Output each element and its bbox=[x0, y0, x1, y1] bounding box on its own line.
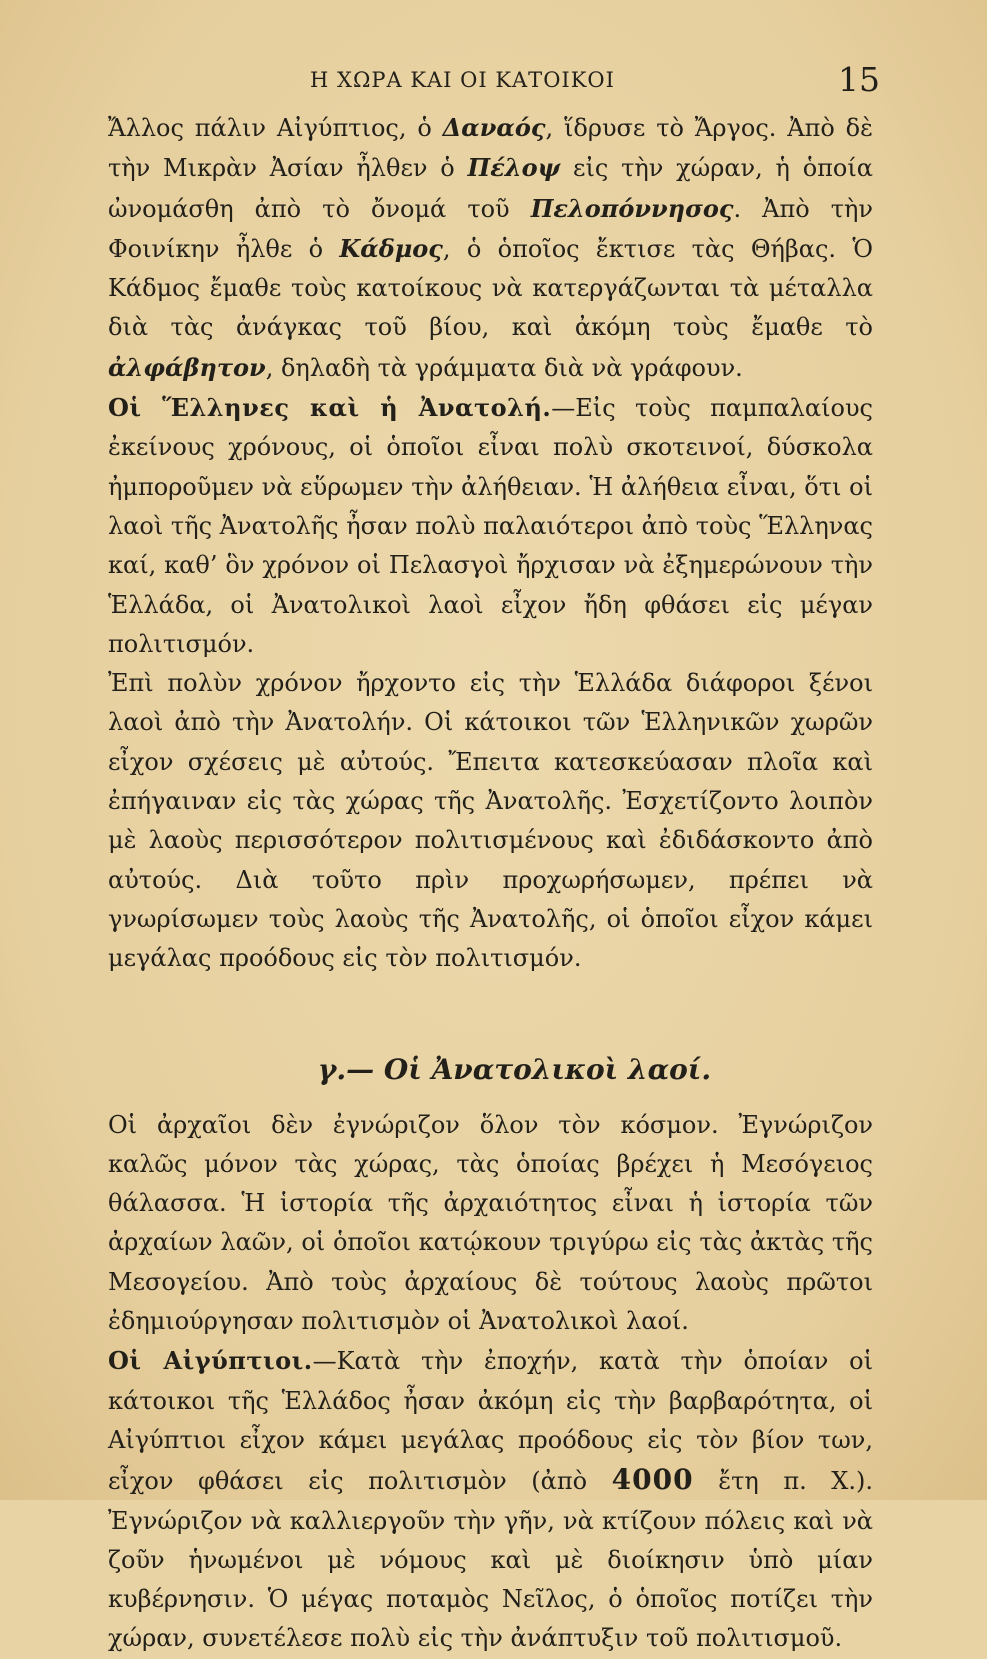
runin-heading: Οἱ Αἰγύπτιοι. bbox=[108, 1346, 313, 1376]
text-run: . Ἀπὸ τὴν Φοινίκην ἦλθε ὁ bbox=[108, 194, 874, 263]
paragraph-egyptians bbox=[108, 1341, 873, 1658]
running-head bbox=[0, 60, 987, 100]
paragraph-ancients bbox=[108, 1106, 873, 1342]
name-pelops: Πέλοψ bbox=[467, 153, 561, 183]
text-run: ἔτη π. Χ.). Ἐγνώριζον νὰ καλλιεργοῦν τὴν γῆν, νὰ κτίζουν πόλεις καὶ νὰ ζοῦν ἡνωμένοι μὲ νόμους καὶ μὲ διοίκησιν ὑπὸ μίαν κυβέρνησιν. Ὁ μέγας ποταμὸς Νεῖλος, ὁ ὁποῖος ποτίζει τὴν χώραν, συνετέλεσε πολὺ εἰς τὴν ἀνάπτυξιν τοῦ πολιτισμοῦ. bbox=[108, 1467, 874, 1653]
page-number: 15 bbox=[838, 60, 880, 99]
runin-heading: Οἱ Ἕλληνες καὶ ἡ Ἀνατολή. bbox=[108, 393, 552, 423]
paragraph-danaos bbox=[108, 108, 873, 388]
text-run: , ἵδρυσε τὸ Ἄργος. Ἀπὸ δὲ τὴν Μικρὰν Ἀσίαν ἦλθεν ὁ bbox=[108, 114, 873, 183]
paragraph-greeks-and-east bbox=[108, 388, 873, 664]
text-run: Ἐπὶ πολὺν χρόνον ἤρχοντο εἰς τὴν Ἑλλάδα διάφοροι ξένοι λαοὶ ἀπὸ τὴν Ἀνατολήν. Οἱ κάτοικοι τῶν Ἑλληνικῶν χωρῶν εἶχον σχέσεις μὲ αὐτούς. Ἔπειτα κατεσκεύασαν πλοῖα καὶ ἐπήγαιναν εἰς τὰς χώρας τῆς Ἀνατολῆς. Ἐσχετίζοντο λοιπὸν μὲ λαοὺς περισσότερον πολιτισμένους καὶ ἐδιδάσκοντο ἀπὸ αὐτούς. Διὰ τοῦτο πρὶν προχωρήσωμεν, πρέπει νὰ γνωρίσωμεν τοὺς λαοὺς τῆς Ἀνατολῆς, οἱ ὁποῖοι εἶχον κάμει μεγάλας προόδους εἰς τὸν πολιτισμόν. bbox=[108, 669, 873, 973]
text-run: —Εἰς τοὺς παμπαλαίους ἐκείνους χρόνους, οἱ ὁποῖοι εἶναι πολὺ σκοτεινοί, δύσκολα ἠμποροῦμεν νὰ εὕρωμεν τὴν ἀλήθειαν. Ἡ ἀλήθεια εἶναι, ὅτι οἱ λαοὶ τῆς Ἀνατολῆς ἦσαν πολὺ παλαιότεροι ἀπὸ τοὺς Ἕλληνας καί, καθ’ ὃν χρόνον οἱ Πελασγοὶ ἤρχισαν νὰ ἐξημερώνουν τὴν Ἑλλάδα, οἱ Ἀνατολικοὶ λαοὶ εἶχον ἤδη φθάσει εἰς μέγαν πολιτισμόν. bbox=[108, 394, 873, 658]
text-run: Οἱ ἀρχαῖοι δὲν ἐγνώριζον ὅλον τὸν κόσμον. Ἐγνώριζον καλῶς μόνον τὰς χώρας, τὰς ὁποίας βρέχει ἡ Μεσόγειος θάλασσα. Ἡ ἱστορία τῆς ἀρχαιότητος εἶναι ἡ ἱστορία τῶν ἀρχαίων λαῶν, οἱ ὁποῖοι κατῴκουν τριγύρω εἰς τὰς ἀκτὰς τῆς Μεσογείου. Ἀπὸ τοὺς ἀρχαίους δὲ τούτους λαοὺς πρῶτοι ἐδημιούργησαν πολιτισμὸν οἱ Ἀνατολικοὶ λαοί. bbox=[108, 1110, 873, 1336]
body-text bbox=[108, 108, 873, 1659]
name-peloponnisos: Πελοπόννησος bbox=[530, 193, 734, 223]
text-run: , δηλαδὴ τὰ γράμματα διὰ νὰ γράφουν. bbox=[265, 353, 743, 382]
text-run: —Κατὰ τὴν ἐποχήν, κατὰ τὴν ὁποίαν οἱ κάτοικοι τῆς Ἑλλάδος ἦσαν ἀκόμη εἰς τὴν βαρβαρότητα, οἱ Αἰγύπτιοι εἶχον κάμει μεγάλας προόδους εἰς τὸν βίον των, εἶχον φθάσει εἰς πολιτισμὸν (ἀπὸ bbox=[108, 1347, 873, 1496]
text-run: εἰς τὴν χώραν, ἡ ὁποία ὠνομάσθη ἀπὸ τὸ ὄνομά τοῦ bbox=[108, 154, 874, 223]
section-heading: γ.— Οἱ Ἀνατολικοὶ λαοί. bbox=[317, 1052, 712, 1086]
text-run: Ἄλλος πάλιν Αἰγύπτιος, ὁ bbox=[108, 114, 443, 142]
year-number: 4000 bbox=[611, 1463, 694, 1497]
term-alfavito: ἀλφάβητον bbox=[108, 352, 266, 382]
paragraph-foreign-peoples bbox=[108, 664, 873, 978]
text-run: , ὁ ὁποῖος ἔκτισε τὰς Θήβας. Ὁ Κάδμος ἔμαθε τοὺς κατοίκους νὰ κατεργάζωνται τὰ μέταλλα διὰ τὰς ἀνάγκας τοῦ βίου, καὶ ἀκόμη τοὺς ἔμαθε τὸ bbox=[108, 234, 873, 342]
name-kadmos: Κάδμος bbox=[339, 233, 443, 263]
name-danaos: Δαναός bbox=[442, 113, 546, 142]
running-title: Η ΧΩΡΑ ΚΑΙ ΟΙ ΚΑΤΟΙΚΟΙ bbox=[310, 68, 615, 92]
